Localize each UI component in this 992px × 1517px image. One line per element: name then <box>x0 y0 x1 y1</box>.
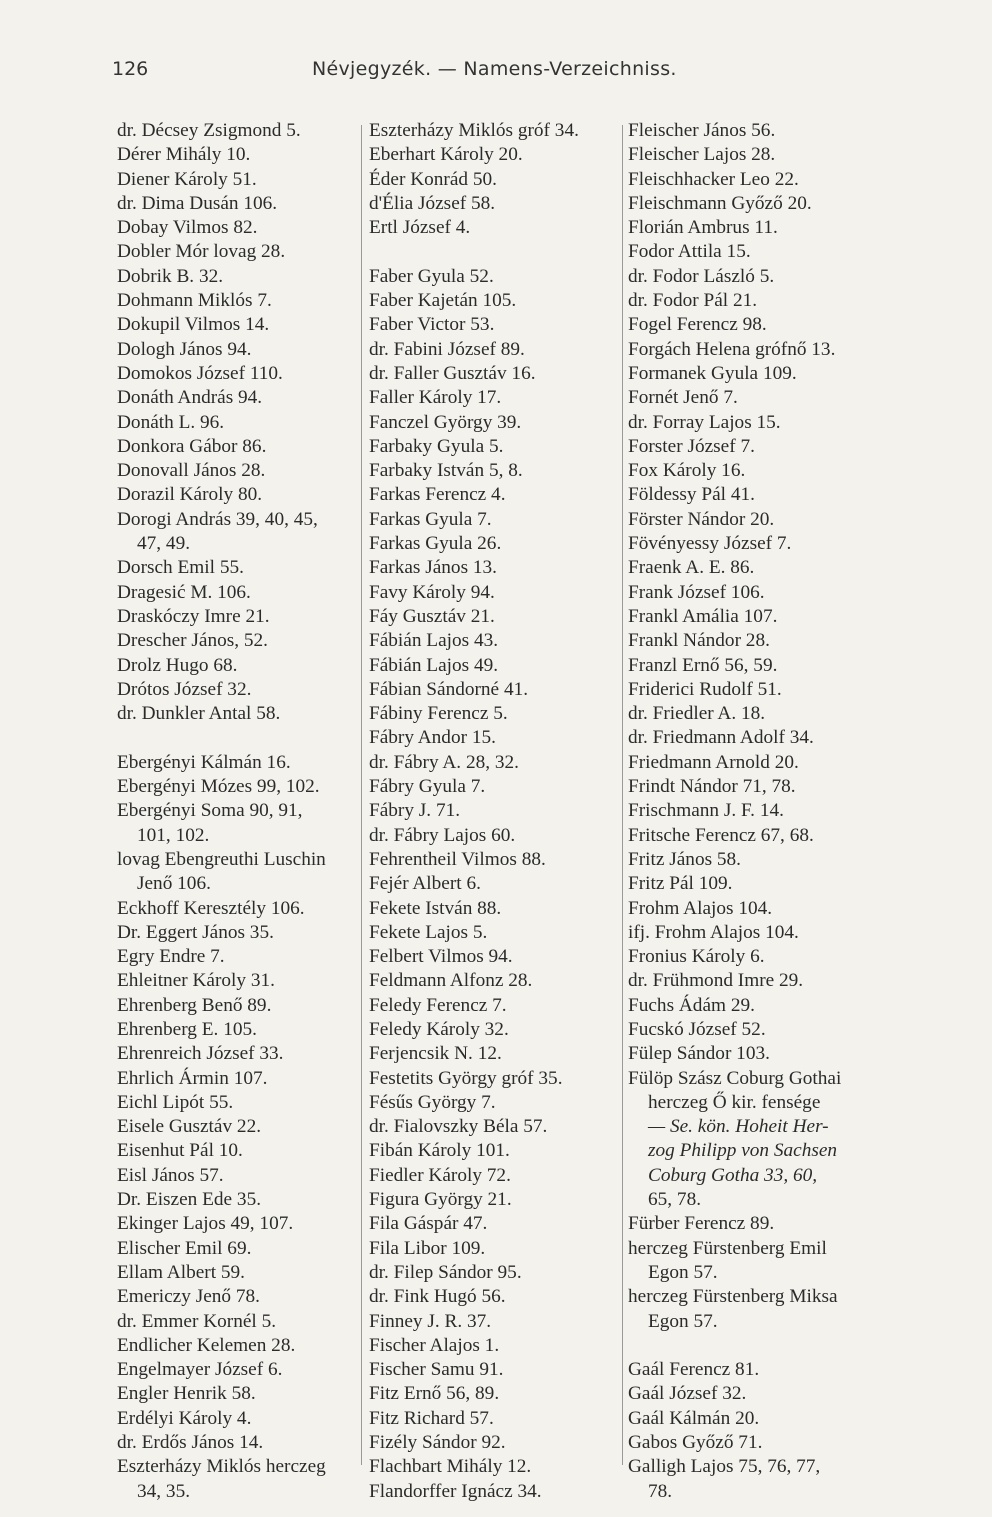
directory-entry: Ehrenreich József 33. <box>117 1043 284 1065</box>
directory-entry: Faber Gyula 52. <box>369 265 494 287</box>
directory-entry: Fleischer János 56. <box>628 120 776 141</box>
directory-entry: dr. Emmer Kornél 5. <box>117 1310 277 1332</box>
directory-entry: Erdélyi Károly 4. <box>117 1407 252 1429</box>
directory-entry: Emericzy Jenő 78. <box>117 1286 260 1308</box>
directory-entry: Florián Ambrus 11. <box>628 217 778 239</box>
entry-continuation: — Se. kön. Hoheit Her- <box>648 1116 829 1138</box>
directory-entry: Fizély Sándor 92. <box>369 1432 506 1454</box>
directory-entry: Fritz János 58. <box>628 848 742 870</box>
directory-entry: Fábry J. 71. <box>369 800 461 822</box>
directory-entry: Eisele Gusztáv 22. <box>117 1116 262 1138</box>
directory-entry: Domokos József 110. <box>117 362 283 384</box>
directory-entry: Forgách Helena grófnő 13. <box>628 338 836 360</box>
directory-entry: Feledy Károly 32. <box>369 1018 509 1040</box>
directory-entry: Galligh Lajos 75, 76, 77, <box>628 1456 821 1478</box>
directory-entry: Feldmann Alfonz 28. <box>369 970 533 992</box>
directory-entry: Förster Nándor 20. <box>628 508 775 530</box>
directory-entry: Ertl József 4. <box>369 217 471 239</box>
directory-entry: Frank József 106. <box>628 581 765 603</box>
directory-entry: Gaál József 32. <box>628 1383 747 1405</box>
directory-entry: Farkas János 13. <box>369 557 497 579</box>
directory-entry: Ebergényi Soma 90, 91, <box>117 800 303 822</box>
directory-entry: Ehrenberg E. 105. <box>117 1018 257 1040</box>
directory-entry: Dobrik B. 32. <box>117 265 224 287</box>
directory-entry: Ebergényi Mózes 99, 102. <box>117 776 320 798</box>
entry-continuation: 34, 35. <box>137 1480 191 1502</box>
directory-entry: Engler Henrik 58. <box>117 1383 256 1405</box>
directory-entry: Fucskó József 52. <box>628 1018 766 1040</box>
directory-entry: Földessy Pál 41. <box>628 484 755 506</box>
directory-entry: Felbert Vilmos 94. <box>369 946 513 968</box>
directory-entry: Fischer Samu 91. <box>369 1359 504 1381</box>
section-spacer <box>369 240 619 264</box>
directory-entry: Fejér Albert 6. <box>369 873 481 895</box>
directory-entry: dr. Fodor László 5. <box>628 265 775 287</box>
directory-entry: dr. Forray Lajos 15. <box>628 411 781 433</box>
directory-entry: Faber Victor 53. <box>369 314 495 336</box>
directory-entry: dr. Faller Gusztáv 16. <box>369 362 536 384</box>
directory-entry: Eckhoff Keresztély 106. <box>117 897 305 919</box>
directory-entry: Flandorffer Ignácz 34. <box>369 1480 542 1502</box>
directory-entry: Fanczel György 39. <box>369 411 522 433</box>
directory-entry: Fleischhacker Leo 22. <box>628 168 799 190</box>
directory-entry: Fábián Lajos 49. <box>369 654 499 676</box>
directory-entry: Drescher János, 52. <box>117 630 268 652</box>
directory-entry: Frischmann J. F. 14. <box>628 800 784 822</box>
directory-entry: Eszterházy Miklós gróf 34. <box>369 120 579 141</box>
directory-entry: Donáth L. 96. <box>117 411 225 433</box>
directory-entry: Formanek Gyula 109. <box>628 362 797 384</box>
directory-entry: dr. Fabini József 89. <box>369 338 525 360</box>
directory-entry: Flachbart Mihály 12. <box>369 1456 532 1478</box>
directory-entry: Frankl Amália 107. <box>628 605 778 627</box>
page-title: Névjegyzék. — Namens-Verzeichniss. <box>312 58 677 80</box>
directory-entry: Ehrenberg Benő 89. <box>117 994 272 1016</box>
directory-entry: Faller Károly 17. <box>369 387 502 409</box>
directory-entry: Gabos Győző 71. <box>628 1432 763 1454</box>
directory-entry: Eisl János 57. <box>117 1164 224 1186</box>
directory-entry: Dohmann Miklós 7. <box>117 290 272 312</box>
directory-entry: Draskóczy Imre 21. <box>117 605 270 627</box>
directory-entry: Fésűs György 7. <box>369 1091 496 1113</box>
directory-entry: Ehrlich Ármin 107. <box>117 1067 268 1089</box>
directory-entry: Fitz Richard 57. <box>369 1407 494 1429</box>
directory-entry: dr. Dima Dusán 106. <box>117 192 278 214</box>
directory-entry: Dobler Mór lovag 28. <box>117 241 286 263</box>
directory-entry: Ebergényi Kálmán 16. <box>117 751 291 773</box>
entry-continuation: 65, 78. <box>648 1189 702 1211</box>
directory-entry: Dragesić M. 106. <box>117 581 251 603</box>
directory-entry: Dérer Mihály 10. <box>117 144 251 166</box>
directory-entry: Fáy Gusztáv 21. <box>369 605 495 627</box>
directory-entry: Ferjencsik N. 12. <box>369 1043 502 1065</box>
directory-entry: Friedmann Arnold 20. <box>628 751 799 773</box>
directory-entry: Fleischmann Győző 20. <box>628 192 812 214</box>
directory-entry: dr. Frühmond Imre 29. <box>628 970 804 992</box>
entry-continuation: Coburg Gotha 33, 60, <box>648 1164 818 1186</box>
directory-entry: Fox Károly 16. <box>628 460 746 482</box>
directory-entry: Drolz Hugo 68. <box>117 654 238 676</box>
directory-entry: Donkora Gábor 86. <box>117 435 267 457</box>
directory-entry: Fábry Gyula 7. <box>369 776 486 798</box>
directory-entry: Dorogi András 39, 40, 45, <box>117 508 318 530</box>
directory-entry: herczeg Fürstenberg Miksa <box>628 1286 838 1308</box>
directory-entry: Eisenhut Pál 10. <box>117 1140 243 1162</box>
directory-entry: Fibán Károly 101. <box>369 1140 510 1162</box>
directory-entry: Fehrentheil Vilmos 88. <box>369 848 546 870</box>
directory-entry: Éder Konrád 50. <box>369 168 497 190</box>
section-spacer <box>628 1334 890 1358</box>
directory-entry: Dologh János 94. <box>117 338 252 360</box>
directory-entry: dr. Filep Sándor 95. <box>369 1261 522 1283</box>
directory-entry: Forster József 7. <box>628 435 755 457</box>
directory-entry: dr. Décsey Zsigmond 5. <box>117 120 301 141</box>
page-header <box>112 58 882 90</box>
directory-entry: Ehleitner Károly 31. <box>117 970 275 992</box>
directory-entry: Engelmayer József 6. <box>117 1359 283 1381</box>
directory-entry: Fronius Károly 6. <box>628 946 765 968</box>
directory-entry: dr. Fodor Pál 21. <box>628 290 758 312</box>
directory-entry: dr. Dunkler Antal 58. <box>117 703 281 725</box>
directory-entry: Fleischer Lajos 28. <box>628 144 776 166</box>
directory-entry: Donáth András 94. <box>117 387 263 409</box>
entry-continuation: Egon 57. <box>648 1261 718 1283</box>
column-divider <box>622 125 623 1465</box>
directory-entry: Eszterházy Miklós herczeg <box>117 1456 326 1478</box>
directory-entry: Fitz Ernő 56, 89. <box>369 1383 500 1405</box>
directory-entry: dr. Fábry A. 28, 32. <box>369 751 519 773</box>
entry-continuation: Jenő 106. <box>137 873 211 895</box>
directory-entry: Faber Kajetán 105. <box>369 290 517 312</box>
directory-entry: Eberhart Károly 20. <box>369 144 523 166</box>
directory-entry: Franzl Ernő 56, 59. <box>628 654 778 676</box>
directory-entry: Fövényessy József 7. <box>628 533 792 555</box>
directory-entry: Fábry Andor 15. <box>369 727 496 749</box>
directory-entry: Fábian Sándorné 41. <box>369 678 529 700</box>
directory-entry: Festetits György gróf 35. <box>369 1067 563 1089</box>
directory-entry: Drótos József 32. <box>117 678 252 700</box>
section-spacer <box>117 726 369 750</box>
directory-entry: Fülep Sándor 103. <box>628 1043 770 1065</box>
directory-entry: dr. Friedmann Adolf 34. <box>628 727 814 749</box>
directory-entry: Dokupil Vilmos 14. <box>117 314 270 336</box>
directory-entry: Ekinger Lajos 49, 107. <box>117 1213 294 1235</box>
entry-continuation: zog Philipp von Sachsen <box>648 1140 838 1162</box>
directory-entry: Fogel Ferencz 98. <box>628 314 767 336</box>
directory-entry: Fritsche Ferencz 67, 68. <box>628 824 814 846</box>
directory-entry: Gaál Kálmán 20. <box>628 1407 760 1429</box>
directory-entry: dr. Fink Hugó 56. <box>369 1286 506 1308</box>
directory-entry: Fekete István 88. <box>369 897 502 919</box>
directory-entry: dr. Friedler A. 18. <box>628 703 766 725</box>
directory-entry: Fábiny Ferencz 5. <box>369 703 508 725</box>
column-right <box>628 119 890 1504</box>
directory-entry: Donovall János 28. <box>117 460 266 482</box>
directory-entry: Dr. Eggert János 35. <box>117 921 274 943</box>
directory-entry: Fornét Jenő 7. <box>628 387 738 409</box>
directory-entry: Farbaky Gyula 5. <box>369 435 504 457</box>
directory-entry: Finney J. R. 37. <box>369 1310 492 1332</box>
directory-entry: Feledy Ferencz 7. <box>369 994 507 1016</box>
directory-entry: Frindt Nándor 71, 78. <box>628 776 796 798</box>
directory-entry: lovag Ebengreuthi Luschin <box>117 848 326 870</box>
directory-entry: Favy Károly 94. <box>369 581 495 603</box>
directory-entry: Fiedler Károly 72. <box>369 1164 511 1186</box>
page-number: 126 <box>112 58 149 80</box>
directory-entry: Egry Endre 7. <box>117 946 225 968</box>
directory-entry: Fraenk A. E. 86. <box>628 557 755 579</box>
directory-entry: Fekete Lajos 5. <box>369 921 488 943</box>
directory-entry: Figura György 21. <box>369 1189 512 1211</box>
directory-entry: Endlicher Kelemen 28. <box>117 1334 296 1356</box>
directory-entry: Ellam Albert 59. <box>117 1261 245 1283</box>
directory-entry: d'Élia József 58. <box>369 192 496 214</box>
entry-continuation: Egon 57. <box>648 1310 718 1332</box>
entry-continuation: 78. <box>648 1480 673 1502</box>
directory-entry: Fila Gáspár 47. <box>369 1213 488 1235</box>
directory-entry: dr. Fábry Lajos 60. <box>369 824 516 846</box>
directory-entry: Fuchs Ádám 29. <box>628 994 755 1016</box>
directory-entry: dr. Fialovszky Béla 57. <box>369 1116 548 1138</box>
directory-entry: Farkas Gyula 7. <box>369 508 492 530</box>
directory-entry: Gaál Ferencz 81. <box>628 1359 760 1381</box>
directory-entry: Frohm Alajos 104. <box>628 897 773 919</box>
directory-entry: Fábián Lajos 43. <box>369 630 499 652</box>
directory-entry: Dobay Vilmos 82. <box>117 217 258 239</box>
directory-entry: ifj. Frohm Alajos 104. <box>628 921 799 943</box>
directory-entry: herczeg Fürstenberg Emil <box>628 1237 827 1259</box>
directory-entry: Eichl Lipót 55. <box>117 1091 234 1113</box>
directory-entry: Fischer Alajos 1. <box>369 1334 500 1356</box>
directory-entry: Diener Károly 51. <box>117 168 257 190</box>
directory-entry: Dorsch Emil 55. <box>117 557 244 579</box>
directory-entry: dr. Erdős János 14. <box>117 1432 264 1454</box>
directory-entry: Fülöp Szász Coburg Gothai <box>628 1067 842 1089</box>
directory-entry: Frankl Nándor 28. <box>628 630 770 652</box>
directory-entry: Dorazil Károly 80. <box>117 484 263 506</box>
entry-continuation: herczeg Ő kir. fensége <box>648 1091 821 1113</box>
directory-entry: Fodor Attila 15. <box>628 241 751 263</box>
entry-continuation: 101, 102. <box>137 824 210 846</box>
directory-entry: Farkas Ferencz 4. <box>369 484 506 506</box>
entry-continuation: 47, 49. <box>137 533 191 555</box>
directory-entry: Elischer Emil 69. <box>117 1237 252 1259</box>
column-left <box>117 119 369 1504</box>
column-middle <box>369 119 619 1504</box>
directory-entry: Dr. Eiszen Ede 35. <box>117 1189 262 1211</box>
directory-entry: Farbaky István 5, 8. <box>369 460 523 482</box>
directory-entry: Friderici Rudolf 51. <box>628 678 782 700</box>
directory-entry: Fürber Ferencz 89. <box>628 1213 775 1235</box>
directory-entry: Fila Libor 109. <box>369 1237 486 1259</box>
directory-entry: Farkas Gyula 26. <box>369 533 502 555</box>
directory-entry: Fritz Pál 109. <box>628 873 733 895</box>
